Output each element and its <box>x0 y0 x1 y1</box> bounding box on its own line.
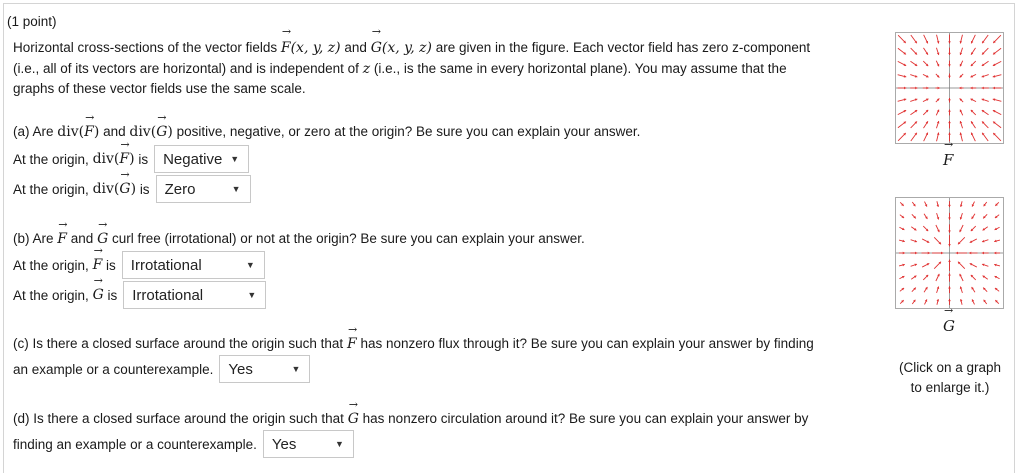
chevron-down-icon: ▼ <box>231 184 241 194</box>
field-arrow <box>993 61 1001 65</box>
field-arrow <box>912 288 916 292</box>
field-arrow <box>937 35 940 44</box>
intro-text: are given in the figure. Each vector field has zero z-component <box>435 40 811 55</box>
field-arrow <box>995 227 1000 230</box>
field-arrow <box>993 75 1002 78</box>
field-arrow <box>959 87 963 90</box>
field-arrow <box>960 74 964 78</box>
field-arrow <box>948 121 951 128</box>
field-arrow <box>993 133 1001 141</box>
field-arrow <box>899 252 905 255</box>
vector-field-G-graph[interactable] <box>895 197 1004 309</box>
field-arrow <box>970 263 977 267</box>
field-arrow <box>948 35 951 44</box>
field-arrow <box>937 286 940 292</box>
field-arrow <box>948 224 951 232</box>
answer-row-curl-F: At the origin, → F is Irrotational ▼ <box>13 251 265 279</box>
field-arrow <box>993 35 1001 43</box>
vector-field-F-plot <box>896 33 1003 143</box>
field-arrow <box>924 202 927 207</box>
intro-text: and <box>344 40 367 55</box>
field-arrow <box>948 48 951 55</box>
flux-select[interactable]: Yes ▼ <box>219 355 310 383</box>
field-arrow <box>898 122 906 128</box>
field-arrow <box>993 122 1001 128</box>
field-arrow <box>960 98 964 102</box>
field-arrow <box>900 288 904 291</box>
field-arrow <box>959 225 963 232</box>
answer-row-flux: an example or a counterexample. Yes ▼ <box>13 355 310 383</box>
field-arrow <box>972 299 975 304</box>
field-arrow <box>994 264 1000 267</box>
field-arrow <box>969 252 977 255</box>
field-arrow <box>912 300 915 304</box>
field-arrow <box>960 61 963 67</box>
field-arrow <box>971 99 977 102</box>
intro-text: Horizontal cross-sections of the vector fields <box>13 40 278 55</box>
field-arrow <box>971 74 977 77</box>
field-arrow <box>911 276 916 280</box>
field-arrow <box>936 48 939 55</box>
field-arrow <box>993 48 1001 54</box>
field-arrow <box>935 87 939 90</box>
field-arrow <box>922 263 929 267</box>
field-arrow <box>984 300 987 304</box>
field-arrow <box>898 35 906 43</box>
answer-row-div-G: At the origin, div ( → G ) is Zero ▼ <box>13 175 251 203</box>
field-arrow <box>948 74 951 78</box>
field-arrow <box>982 264 988 267</box>
field-arrow <box>982 121 988 128</box>
points-label: (1 point) <box>7 14 57 29</box>
field-arrow <box>898 133 906 141</box>
circulation-select[interactable]: Yes ▼ <box>263 430 354 458</box>
field-arrow <box>983 214 987 218</box>
field-arrow <box>912 214 916 218</box>
field-arrow <box>924 133 928 142</box>
field-arrow <box>924 214 927 219</box>
field-arrow <box>948 235 951 246</box>
enlarge-hint: (Click on a graph to enlarge it.) <box>898 360 1002 395</box>
field-arrow <box>970 239 977 243</box>
field-arrow <box>924 287 927 292</box>
question-c: (c) Is there a closed surface around the origin such that → F has nonzero flux through it? Be sure you can explain your answer by finding <box>13 336 814 352</box>
field-arrow <box>995 215 999 218</box>
field-arrow <box>899 240 905 243</box>
field-arrow <box>910 75 917 78</box>
field-arrow <box>911 121 917 128</box>
intro-text: (i.e., is the same in every horizontal plane). You may assume that the <box>373 60 787 76</box>
field-arrow <box>960 48 963 55</box>
field-arrow <box>923 87 929 90</box>
field-arrow <box>923 110 928 115</box>
field-arrow <box>982 75 989 78</box>
field-arrow <box>934 237 941 244</box>
field-arrow <box>982 252 989 255</box>
field-arrow <box>932 252 943 255</box>
field-arrow <box>983 276 988 280</box>
field-arrow <box>898 48 906 54</box>
field-arrow <box>994 240 1000 243</box>
field-arrow <box>948 201 951 207</box>
field-arrow <box>971 275 976 280</box>
field-arrow <box>948 286 951 293</box>
field-arrow <box>923 61 928 66</box>
figure-label-G: → G <box>943 317 955 335</box>
field-arrow <box>971 35 975 44</box>
field-arrow <box>995 288 999 291</box>
field-arrow <box>922 239 929 243</box>
field-arrow <box>958 262 965 269</box>
math-z: z <box>362 60 371 77</box>
answer-row-div-F: At the origin, div ( → F ) is Negative ▼ <box>13 145 249 173</box>
field-arrow <box>994 252 1000 255</box>
field-arrow <box>900 300 903 304</box>
field-arrow <box>923 74 929 77</box>
field-arrow <box>982 240 988 243</box>
field-arrow <box>910 110 917 115</box>
field-arrow <box>911 133 917 141</box>
field-arrow <box>898 98 907 101</box>
field-arrow <box>900 215 904 218</box>
field-arrow <box>911 227 916 231</box>
field-arrow <box>911 264 917 267</box>
field-arrow <box>993 98 1002 101</box>
field-arrow <box>899 276 904 279</box>
chevron-down-icon: ▼ <box>334 439 344 449</box>
curl-F-select[interactable]: Irrotational ▼ <box>122 251 265 279</box>
field-arrow <box>936 274 940 281</box>
field-arrow <box>934 262 941 269</box>
field-arrow <box>995 300 998 304</box>
field-arrow <box>936 201 939 207</box>
field-arrow <box>971 110 976 115</box>
field-arrow <box>898 110 906 114</box>
field-arrow <box>982 98 989 101</box>
field-arrow <box>948 213 951 220</box>
field-arrow <box>983 288 987 292</box>
question-d: (d) Is there a closed surface around the origin such that → G has nonzero circulation around it? Be sure you can explain your answer by <box>13 411 808 427</box>
field-arrow <box>936 299 939 305</box>
field-arrow <box>960 121 963 128</box>
field-arrow <box>959 274 963 281</box>
field-arrow <box>970 87 976 90</box>
field-arrow <box>972 287 975 292</box>
field-arrow <box>993 87 1002 90</box>
vector-field-F-graph[interactable] <box>895 32 1004 144</box>
field-arrow <box>960 213 963 219</box>
field-arrow <box>960 286 963 292</box>
field-arrow <box>910 61 917 66</box>
field-arrow <box>971 61 976 66</box>
field-arrow <box>948 273 951 281</box>
field-arrow <box>936 61 939 67</box>
math-G: → G(x, y, z) <box>371 40 432 56</box>
field-arrow <box>971 133 975 142</box>
field-arrow <box>971 48 975 55</box>
field-arrow <box>900 202 903 206</box>
field-arrow <box>911 48 917 55</box>
field-arrow <box>958 237 965 244</box>
intro-text: (i.e., all of its vectors are horizontal) and is independent of <box>13 60 359 76</box>
field-arrow <box>923 99 929 102</box>
field-arrow <box>948 98 951 102</box>
chevron-down-icon: ▼ <box>230 154 240 164</box>
field-arrow <box>923 48 927 55</box>
field-arrow <box>910 252 917 255</box>
vector-field-G-plot <box>896 198 1003 308</box>
field-arrow <box>971 226 976 231</box>
field-arrow <box>982 35 988 43</box>
field-arrow <box>923 275 928 280</box>
field-arrow <box>899 227 904 230</box>
figure-label-F: → F <box>943 151 953 169</box>
question-a: (a) Are div(→ F) and div(→ G) positive, negative, or zero at the origin? Be sure you can explain your answer. <box>13 124 640 140</box>
intro-paragraph <box>13 38 873 100</box>
chevron-down-icon: ▼ <box>247 290 257 300</box>
field-arrow <box>898 75 907 78</box>
field-arrow <box>982 87 989 90</box>
field-arrow <box>960 132 963 141</box>
field-arrow <box>995 276 1000 279</box>
question-b: (b) Are → F and → G curl free (irrotational) or not at the origin? Be sure you can explain your answer. <box>13 231 585 247</box>
chevron-down-icon: ▼ <box>245 260 255 270</box>
field-arrow <box>936 74 940 78</box>
field-arrow <box>912 202 915 206</box>
field-arrow <box>960 35 963 44</box>
field-arrow <box>971 121 975 128</box>
answer-row-circulation: finding an example or a counterexample. Yes ▼ <box>13 430 354 458</box>
field-arrow <box>948 109 951 115</box>
field-arrow <box>936 98 940 102</box>
field-arrow <box>923 121 927 128</box>
field-arrow <box>923 226 928 231</box>
field-arrow <box>936 121 939 128</box>
field-arrow <box>993 110 1001 114</box>
div-G-select[interactable]: Zero ▼ <box>156 175 251 203</box>
field-arrow <box>982 61 989 66</box>
field-arrow <box>899 264 905 267</box>
field-arrow <box>982 110 989 115</box>
field-arrow <box>983 227 988 231</box>
field-arrow <box>982 48 988 55</box>
field-arrow <box>924 299 927 304</box>
field-arrow <box>960 201 963 207</box>
field-arrow <box>972 202 975 207</box>
field-arrow <box>984 202 987 206</box>
div-F-select[interactable]: Negative ▼ <box>154 145 249 173</box>
field-arrow <box>924 35 928 44</box>
field-arrow <box>898 87 907 90</box>
curl-G-select[interactable]: Irrotational ▼ <box>123 281 266 309</box>
field-arrow <box>910 87 917 90</box>
field-arrow <box>910 98 917 101</box>
math-F: → F(x, y, z) <box>281 40 341 56</box>
field-arrow <box>995 202 998 206</box>
answer-row-curl-G: At the origin, → G is Irrotational ▼ <box>13 281 266 309</box>
field-arrow <box>948 61 951 67</box>
chevron-down-icon: ▼ <box>291 364 301 374</box>
field-arrow <box>960 299 963 305</box>
field-arrow <box>972 214 975 219</box>
field-arrow <box>936 110 939 116</box>
field-arrow <box>937 213 940 219</box>
field-arrow <box>982 133 988 141</box>
field-arrow <box>921 252 929 255</box>
field-arrow <box>936 225 940 232</box>
field-arrow <box>960 110 963 116</box>
intro-text: graphs of these vector fields use the same scale. <box>13 81 306 96</box>
field-arrow <box>911 35 917 43</box>
field-arrow <box>948 260 951 271</box>
field-arrow <box>898 61 906 65</box>
field-arrow <box>956 252 967 255</box>
field-arrow <box>937 132 940 141</box>
field-arrow <box>911 240 917 243</box>
